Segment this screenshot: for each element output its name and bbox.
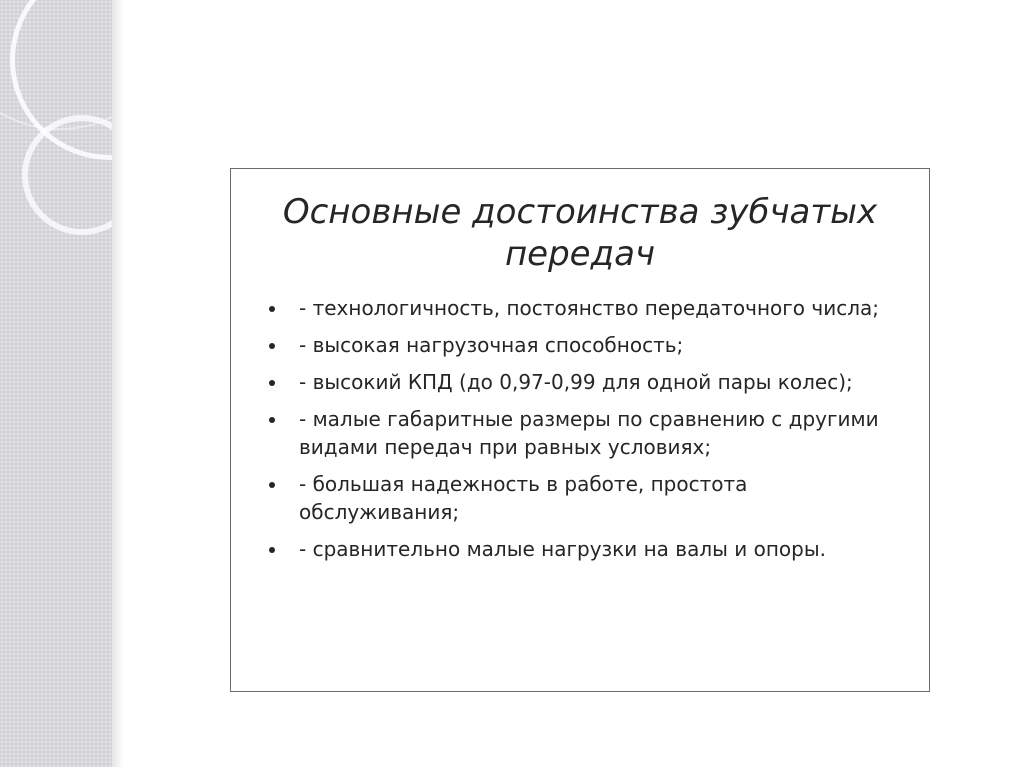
bullet-text: - высокий КПД (до 0,97-0,99 для одной пары колес); — [299, 370, 853, 394]
bullet-item — [267, 470, 909, 526]
bullet-text: - малые габаритные размеры по сравнению с другими видами передач при равных условиях; — [299, 407, 879, 459]
bullet-item — [267, 368, 909, 396]
bullet-text: - высокая нагрузочная способность; — [299, 333, 684, 357]
bullet-item — [267, 535, 909, 563]
bullet-icon — [269, 306, 275, 312]
bullet-list — [267, 294, 909, 572]
bullet-icon — [269, 547, 275, 553]
bullet-icon — [269, 380, 275, 386]
slide-title: Основные достоинства зубчатых передач — [282, 192, 878, 274]
bullet-text: - сравнительно малые нагрузки на валы и опоры. — [299, 537, 827, 561]
bullet-icon — [269, 417, 275, 423]
bullet-item — [267, 331, 909, 359]
bullet-icon — [269, 343, 275, 349]
decorative-side-band — [0, 0, 112, 767]
bullet-item — [267, 294, 909, 322]
decorative-ring — [22, 115, 112, 235]
side-band-shadow — [112, 0, 124, 767]
bullet-item — [267, 405, 909, 461]
bullet-text: - технологичность, постоянство передаточного числа; — [299, 296, 879, 320]
bullet-icon — [269, 482, 275, 488]
bullet-text: - большая надежность в работе, простота обслуживания; — [299, 472, 748, 524]
slide-content-frame — [230, 168, 930, 692]
